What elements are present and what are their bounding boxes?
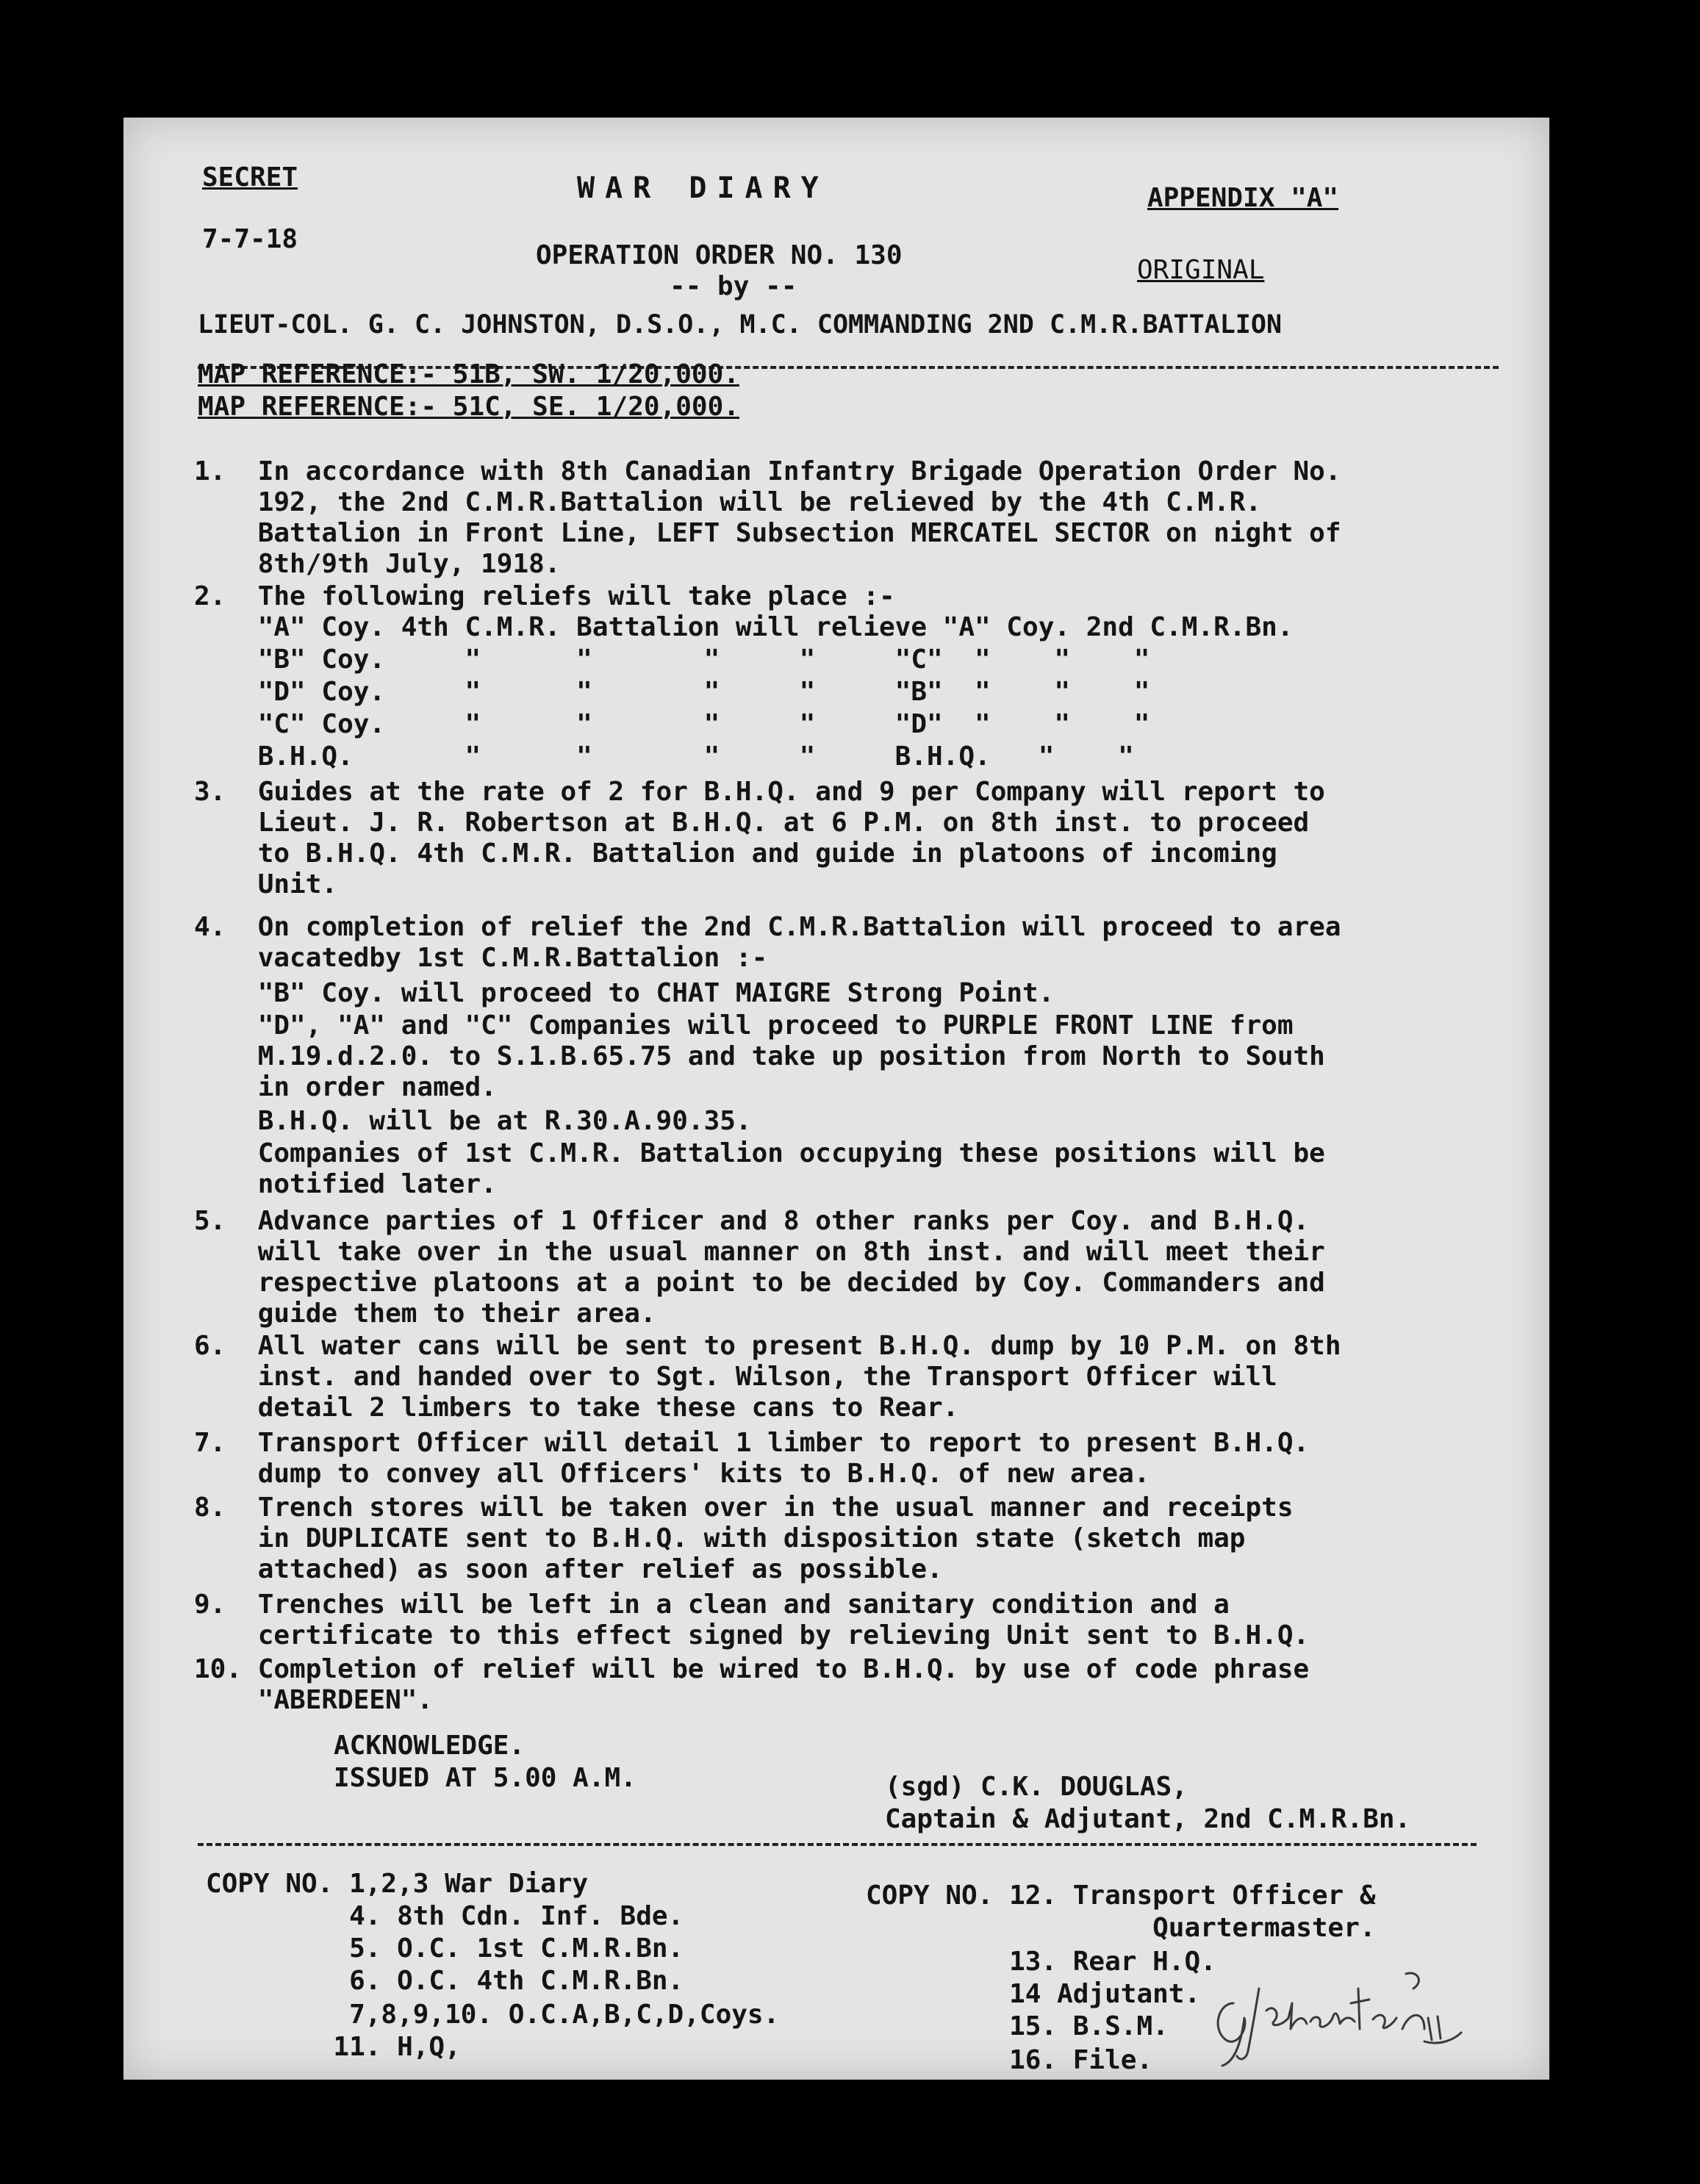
body-line: in DUPLICATE sent to B.H.Q. with disposition state (sketch map (194, 1523, 1246, 1553)
body-line: detail 2 limbers to take these cans to Rear. (194, 1393, 959, 1423)
body-line: "B" Coy. " " " " "C" " " " (194, 644, 1150, 675)
body-line: will take over in the usual manner on 8th inst. and will meet their (194, 1237, 1325, 1267)
body-line: 3. Guides at the rate of 2 for B.H.Q. and 9 per Company will report to (194, 777, 1325, 807)
body-line: "A" Coy. 4th C.M.R. Battalion will relieve "A" Coy. 2nd C.M.R.Bn. (194, 612, 1294, 642)
original-marking: ORIGINAL (1137, 255, 1265, 285)
body-line: certificate to this effect signed by relieving Unit sent to B.H.Q. (194, 1620, 1310, 1650)
appendix-label: APPENDIX "A" (1147, 183, 1339, 213)
distribution-entry: 7,8,9,10. O.C.A,B,C,D,Coys. (206, 2000, 780, 2030)
document-title: WAR DIARY (577, 171, 829, 205)
distribution-entry: 11. H,Q, (206, 2032, 461, 2062)
signatory-name: (sgd) C.K. DOUGLAS, (885, 1772, 1188, 1802)
body-line: "D", "A" and "C" Companies will proceed to PURPLE FRONT LINE from (194, 1010, 1294, 1041)
body-line: 2. The following reliefs will take place :- (194, 581, 895, 611)
distribution-entry: 15. B.S.M. (866, 2011, 1169, 2041)
distribution-entry: 4. 8th Cdn. Inf. Bde. (206, 1901, 684, 1931)
body-line: dump to convey all Officers' kits to B.H.Q. of new area. (194, 1459, 1150, 1489)
secret-marking: SECRET (202, 162, 298, 193)
body-line: vacatedby 1st C.M.R.Battalion :- (194, 943, 768, 973)
body-line: 7. Transport Officer will detail 1 limber to report to present B.H.Q. (194, 1428, 1310, 1458)
map-reference: MAP REFERENCE:- 51B, SW. 1/20,000. (198, 359, 739, 389)
body-line: M.19.d.2.0. to S.1.B.65.75 and take up position from North to South (194, 1041, 1325, 1071)
issued-time: ISSUED AT 5.00 A.M. (334, 1763, 636, 1793)
distribution-entry: 16. File. (866, 2045, 1153, 2075)
body-line: B.H.Q. will be at R.30.A.90.35. (194, 1106, 752, 1136)
body-line: 1. In accordance with 8th Canadian Infantry Brigade Operation Order No. (194, 456, 1341, 486)
body-line: Companies of 1st C.M.R. Battalion occupying these positions will be (194, 1138, 1325, 1168)
operation-order-number: OPERATION ORDER NO. 130 (536, 240, 903, 270)
order-date: 7-7-18 (202, 224, 298, 254)
separator-line (198, 1843, 1477, 1846)
body-line: 10. Completion of relief will be wired to B.H.Q. by use of code phrase (194, 1654, 1310, 1684)
distribution-entry: 6. O.C. 4th C.M.R.Bn. (206, 1966, 684, 1996)
body-line: Battalion in Front Line, LEFT Subsection MERCATEL SECTOR on night of (194, 518, 1341, 548)
body-line: Unit. (194, 869, 338, 899)
body-line: 5. Advance parties of 1 Officer and 8 other ranks per Coy. and B.H.Q. (194, 1206, 1310, 1236)
body-line: attached) as soon after relief as possible. (194, 1554, 943, 1584)
body-line: inst. and handed over to Sgt. Wilson, the Transport Officer will (194, 1362, 1277, 1392)
distribution-entry: COPY NO. 1,2,3 War Diary (206, 1869, 589, 1899)
body-line: guide them to their area. (194, 1298, 656, 1329)
body-line: 4. On completion of relief the 2nd C.M.R.Battalion will proceed to area (194, 912, 1341, 942)
body-line: B.H.Q. " " " " B.H.Q. " " (194, 741, 1134, 772)
body-line: 6. All water cans will be sent to present B.H.Q. dump by 10 P.M. on 8th (194, 1331, 1341, 1361)
body-line: "C" Coy. " " " " "D" " " " (194, 709, 1150, 739)
body-line: respective platoons at a point to be decided by Coy. Commanders and (194, 1268, 1325, 1298)
distribution-entry: 5. O.C. 1st C.M.R.Bn. (206, 1933, 684, 1964)
by-line: -- by -- (670, 271, 797, 301)
body-line: "D" Coy. " " " " "B" " " " (194, 677, 1150, 707)
body-line: 9. Trenches will be left in a clean and sanitary condition and a (194, 1589, 1230, 1620)
signatory-rank: Captain & Adjutant, 2nd C.M.R.Bn. (885, 1804, 1411, 1834)
distribution-entry: 13. Rear H.Q. (866, 1947, 1216, 1977)
handwritten-signature (1204, 1959, 1468, 2069)
body-line: 8th/9th July, 1918. (194, 549, 561, 579)
acknowledge-line: ACKNOWLEDGE. (334, 1731, 526, 1761)
commander-line: LIEUT-COL. G. C. JOHNSTON, D.S.O., M.C. COMMANDING 2ND C.M.R.BATTALION (198, 310, 1283, 340)
distribution-entry: COPY NO. 12. Transport Officer & (866, 1881, 1376, 1911)
body-line: "ABERDEEN". (194, 1685, 434, 1715)
body-line: to B.H.Q. 4th C.M.R. Battalion and guide in platoons of incoming (194, 838, 1277, 869)
body-line: notified later. (194, 1169, 497, 1199)
body-line: 8. Trench stores will be taken over in the usual manner and receipts (194, 1492, 1294, 1523)
map-reference: MAP REFERENCE:- 51C, SE. 1/20,000. (198, 392, 739, 422)
body-line: Lieut. J. R. Robertson at B.H.Q. at 6 P.M. on 8th inst. to proceed (194, 808, 1310, 838)
document-page (123, 118, 1549, 2080)
body-line: in order named. (194, 1072, 497, 1102)
distribution-entry: Quartermaster. (866, 1913, 1376, 1943)
body-line: "B" Coy. will proceed to CHAT MAIGRE Strong Point. (194, 978, 1055, 1008)
distribution-entry: 14 Adjutant. (866, 1979, 1201, 2009)
body-line: 192, the 2nd C.M.R.Battalion will be relieved by the 4th C.M.R. (194, 487, 1262, 517)
